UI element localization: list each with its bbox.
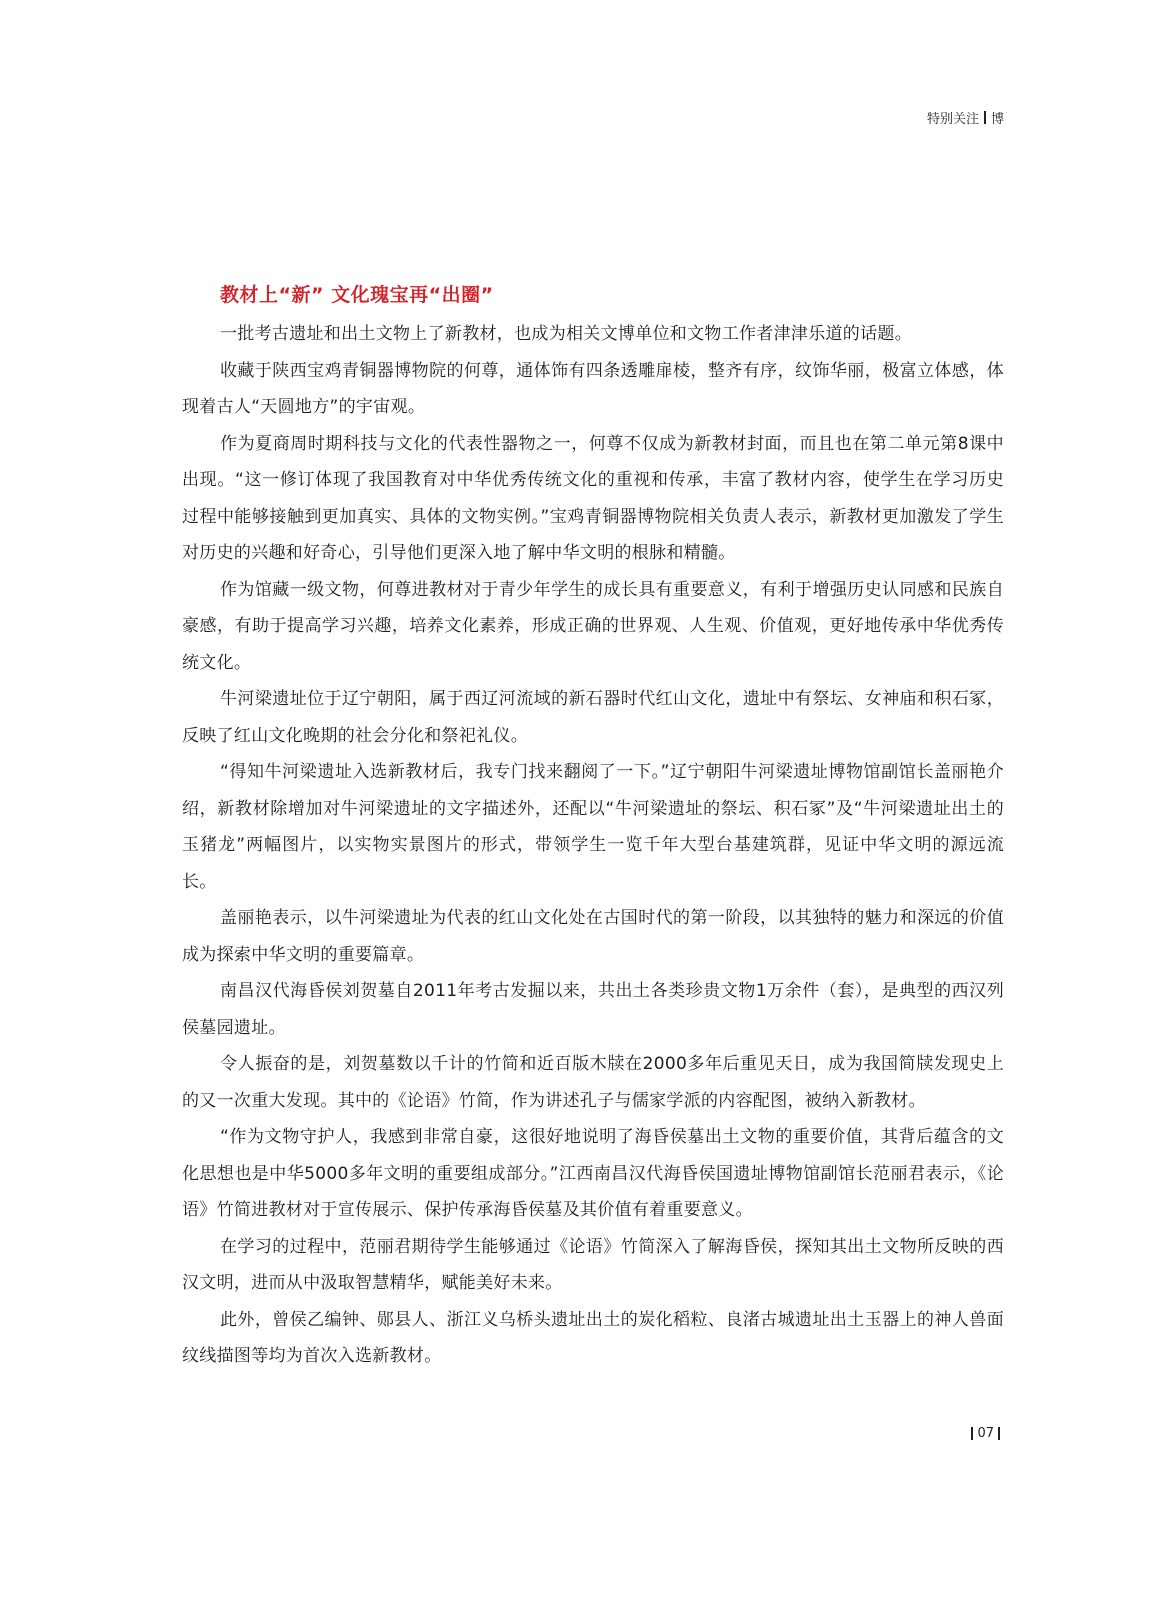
paragraph-2: 收藏于陕西宝鸡青铜器博物院的何尊，通体饰有四条透雕扉棱，整齐有序，纹饰华丽，极富立体感，体现着古人“天圆地方”的宇宙观。 bbox=[182, 360, 1004, 417]
paragraph-6: “得知牛河梁遗址入选新教材后，我专门找来翻阅了一下。”辽宁朝阳牛河梁遗址博物馆副馆长盖丽艳介绍，新教材除增加对牛河梁遗址的文字描述外，还配以“牛河梁遗址的祭坛、积石冢”及“牛河梁遗址出土的玉猪龙”两幅图片，以实物实景图片的形式，带领学生一览千年大型台基建筑群，见证中华文明的源远流长。 bbox=[182, 762, 1004, 892]
paragraph-4: 作为馆藏一级文物，何尊进教材对于青少年学生的成长具有重要意义，有利于增强历史认同感和民族自豪感，有助于提高学习兴趣，培养文化素养，形成正确的世界观、人生观、价值观，更好地传承中华优秀传统文化。 bbox=[182, 579, 1004, 673]
paragraph-3: 作为夏商周时期科技与文化的代表性器物之一，何尊不仅成为新教材封面，而且也在第二单元第8课中出现。“这一修订体现了我国教育对中华优秀传统文化的重视和传承，丰富了教材内容，使学生在学习历史过程中能够接触到更加真实、具体的文物实例。”宝鸡青铜器博物院相关负责人表示，新教材更加激发了学生对历史的兴趣和好奇心，引导他们更深入地了解中华文明的根脉和精髓。 bbox=[182, 433, 1004, 563]
article-body bbox=[182, 280, 1004, 1375]
page-number-bar-left bbox=[971, 1427, 973, 1440]
paragraph-5: 牛河梁遗址位于辽宁朝阳，属于西辽河流域的新石器时代红山文化，遗址中有祭坛、女神庙和积石冢，反映了红山文化晚期的社会分化和祭祀礼仪。 bbox=[182, 689, 1004, 746]
section-heading: 教材上“新” 文化瑰宝再“出圈” bbox=[220, 284, 494, 306]
header-section: 特别关注 bbox=[926, 112, 979, 127]
page-number bbox=[967, 1426, 1004, 1441]
running-header bbox=[927, 108, 1004, 127]
paragraph-9: 令人振奋的是，刘贺墓数以千计的竹简和近百版木牍在2000多年后重见天日，成为我国简牍发现史上的又一次重大发现。其中的《论语》竹简，作为讲述孔子与儒家学派的内容配图，被纳入新教材。 bbox=[182, 1054, 1004, 1111]
page-number-bar-right bbox=[998, 1427, 1000, 1440]
header-divider bbox=[984, 111, 986, 124]
paragraph-12: 此外，曾侯乙编钟、郧县人、浙江义乌桥头遗址出土的炭化稻粒、良渚古城遗址出土玉器上的神人兽面纹线描图等均为首次入选新教材。 bbox=[182, 1309, 1004, 1366]
page-number-value: 07 bbox=[977, 1426, 994, 1441]
paragraph-8: 南昌汉代海昏侯刘贺墓自2011年考古发掘以来，共出土各类珍贵文物1万余件（套），是典型的西汉列侯墓园遗址。 bbox=[182, 981, 1004, 1038]
paragraph-7: 盖丽艳表示，以牛河梁遗址为代表的红山文化处在古国时代的第一阶段，以其独特的魅力和深远的价值成为探索中华文明的重要篇章。 bbox=[182, 908, 1004, 965]
paragraph-10: “作为文物守护人，我感到非常自豪，这很好地说明了海昏侯墓出土文物的重要价值，其背后蕴含的文化思想也是中华5000多年文明的重要组成部分。”江西南昌汉代海昏侯国遗址博物馆副馆长范丽君表示，《论语》竹简进教材对于宣传展示、保护传承海昏侯墓及其价值有着重要意义。 bbox=[182, 1127, 1004, 1220]
paragraph-1: 一批考古遗址和出土文物上了新教材，也成为相关文博单位和文物工作者津津乐道的话题。 bbox=[220, 324, 912, 344]
header-label: 博 bbox=[990, 112, 1004, 127]
paragraph-11: 在学习的过程中，范丽君期待学生能够通过《论语》竹简深入了解海昏侯，探知其出土文物所反映的西汉文明，进而从中汲取智慧精华，赋能美好未来。 bbox=[182, 1236, 1004, 1293]
